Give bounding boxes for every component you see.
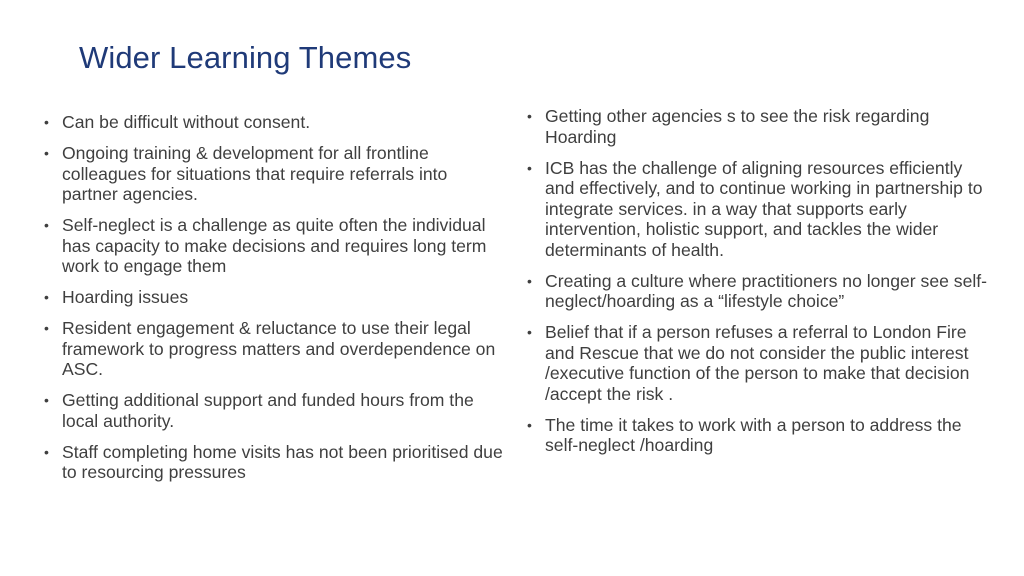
slide-title: Wider Learning Themes (79, 40, 412, 75)
bullet-icon: • (527, 272, 532, 289)
list-item (44, 287, 504, 308)
bullet-icon: • (527, 108, 532, 124)
list-item (44, 318, 504, 380)
right-bullet-list (527, 106, 992, 466)
bullet-text: Self-neglect is a challenge as quite often the individual has capacity to make decisions and requires long term work to engage them (62, 215, 487, 276)
bullet-text: Hoarding issues (62, 287, 189, 307)
bullet-text: Can be difficult without consent. (62, 112, 311, 132)
bullet-icon: • (44, 289, 49, 305)
list-item (44, 390, 504, 431)
list-item (527, 322, 992, 404)
list-item (527, 415, 992, 456)
list-item (44, 143, 504, 205)
list-item (44, 215, 504, 277)
bullet-icon: • (44, 217, 49, 233)
left-bullet-list (44, 112, 504, 493)
bullet-text: Getting additional support and funded hours from the local authority. (62, 390, 474, 431)
bullet-icon: • (44, 392, 49, 408)
list-item (44, 112, 504, 133)
list-item (527, 271, 992, 312)
bullet-icon: • (44, 114, 49, 130)
bullet-icon: • (44, 145, 49, 161)
bullet-text: Creating a culture where practitioners no longer see self-neglect/hoarding as a “lifestyle choice” (545, 270, 988, 311)
list-item (44, 442, 504, 483)
bullet-text: Getting other agencies s to see the risk regarding Hoarding (545, 106, 930, 147)
bullet-text: Staff completing home visits has not been prioritised due to resourcing pressures (62, 441, 503, 482)
bullet-text: Belief that if a person refuses a referral to London Fire and Rescue that we do not consider the public interest /executive function of the person to make that decision /accept the risk . (545, 322, 970, 404)
list-item (527, 106, 992, 147)
bullet-text: ICB has the challenge of aligning resources efficiently and effectively, and to continue working in partnership to integrate services. in a way that supports early intervention, holistic support, and tackles the wider determinants of health. (545, 157, 983, 260)
bullet-icon: • (44, 320, 49, 336)
list-item (527, 158, 992, 261)
bullet-text: Resident engagement & reluctance to use their legal framework to progress matters and overdependence on ASC. (62, 318, 496, 379)
bullet-icon: • (44, 443, 49, 460)
bullet-icon: • (527, 324, 532, 340)
bullet-text: Ongoing training & development for all frontline colleagues for situations that require referrals into partner agencies. (62, 143, 448, 204)
bullet-icon: • (527, 416, 532, 433)
bullet-text: The time it takes to work with a person to address the self-neglect /hoarding (545, 414, 962, 455)
bullet-icon: • (527, 159, 532, 176)
